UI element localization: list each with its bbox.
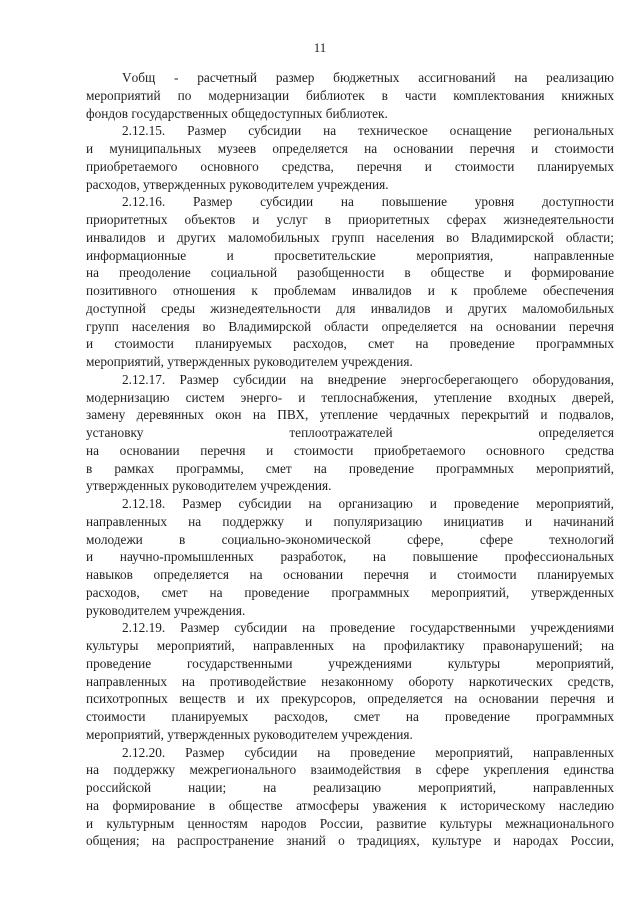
text-line: и стоимости планируемых расходов, смет на проведение программных xyxy=(86,336,614,352)
text-line: замену деревянных окон на ПВХ, утепление чердачных перекрытий и подвалов, xyxy=(86,407,614,423)
text-line: мероприятий, утвержденных руководителем учреждения. xyxy=(86,726,413,742)
text-line: модернизацию систем энерго- и теплоснабжения, утепление входных дверей, xyxy=(86,389,614,405)
text-line: проведение государственными учреждениями культуры мероприятий, xyxy=(86,655,614,671)
text-line: общения; на распространение знаний о традициях, культуре и народах России, xyxy=(86,833,614,849)
text-line: приобретаемого основного средства, перечня и стоимости планируемых xyxy=(86,158,614,174)
text-line: Vобщ - расчетный размер бюджетных ассигнований на реализацию xyxy=(122,70,614,85)
text-line: 2.12.19. Размер субсидии на проведение государственными учреждениями xyxy=(122,620,614,636)
text-line: стоимости планируемых расходов, смет на проведение программных xyxy=(86,709,614,724)
text-line: расходов, утвержденных руководителем учреждения. xyxy=(86,176,389,192)
text-line: доступной среды жизнедеятельности для инвалидов и других маломобильных xyxy=(86,300,614,316)
paragraph-2-12-16 xyxy=(86,193,614,371)
text-line: 2.12.15. Размер субсидии на техническое оснащение региональных xyxy=(122,123,614,139)
text-line: расходов, смет на проведение программных мероприятий, утвержденных xyxy=(86,584,614,600)
text-line: руководителем учреждения. xyxy=(86,602,246,618)
text-line: утвержденных руководителем учреждения. xyxy=(86,478,332,494)
text-line: фондов государственных общедоступных библиотек. xyxy=(86,105,388,121)
text-line: направленных на противодействие незаконному обороту наркотических средств, xyxy=(86,673,614,689)
paragraph-2-12-17 xyxy=(86,371,614,495)
paragraph-2-12-20 xyxy=(86,744,614,851)
text-line: психотропных веществ и их прекурсоров, определяется на основании перечня и xyxy=(86,691,614,707)
text-line: на преодоление социальной разобщенности в обществе и формирование xyxy=(86,265,614,281)
text-line: мероприятий, утвержденных руководителем учреждения. xyxy=(86,354,413,369)
text-line: 2.12.16. Размер субсидии на повышение уровня доступности xyxy=(122,194,614,210)
text-line: 2.12.20. Размер субсидии на проведение мероприятий, направленных xyxy=(122,744,614,760)
text-line: в рамках программы, смет на проведение программных мероприятий, xyxy=(86,460,614,476)
text-line: навыков определяется на основании перечня и стоимости планируемых xyxy=(86,567,614,582)
text-line: групп населения во Владимирской области определяется на основании перечня xyxy=(86,318,614,334)
paragraph-2-12-19 xyxy=(86,619,614,743)
document-body xyxy=(86,69,614,850)
text-line: на поддержку межрегионального взаимодействия в сфере укрепления единства xyxy=(86,762,614,778)
text-line: приоритетных объектов и услуг в приоритетных сферах жизнедеятельности xyxy=(86,212,614,227)
text-line: молодежи в социально-экономической сфере, сфере технологий xyxy=(86,531,614,547)
text-line: на основании перечня и стоимости приобретаемого основного средства xyxy=(86,442,614,458)
text-line: и муниципальных музеев определяется на основании перечня и стоимости xyxy=(86,141,614,156)
text-line: культуры мероприятий, направленных на профилактику правонарушений; на xyxy=(86,638,614,653)
text-line: 2.12.18. Размер субсидии на организацию и проведение мероприятий, xyxy=(122,496,614,511)
text-line: позитивного отношения к проблемам инвалидов и к проблеме обеспечения xyxy=(86,283,614,298)
text-line: информационные и просветительские мероприятия, направленные xyxy=(86,247,614,263)
text-line: инвалидов и других маломобильных групп населения во Владимирской области; xyxy=(86,229,614,245)
text-line: и культурным ценностям народов России, развитие культуры межнационального xyxy=(86,815,614,831)
text-line: направленных на поддержку и популяризацию инициатив и начинаний xyxy=(86,513,614,529)
text-line: российской нации; на реализацию мероприятий, направленных xyxy=(86,780,614,795)
text-line: на формирование в обществе атмосферы уважения к историческому наследию xyxy=(86,797,614,813)
page-number: 11 xyxy=(313,40,327,55)
text-line: мероприятий по модернизации библиотек в части комплектования книжных xyxy=(86,87,614,103)
text-line: установку теплоотражателей определяется xyxy=(86,425,614,440)
paragraph-vobsh-definition xyxy=(86,69,614,122)
paragraph-2-12-15 xyxy=(86,122,614,193)
text-line: 2.12.17. Размер субсидии на внедрение энергосберегающего оборудования, xyxy=(122,371,614,387)
paragraph-2-12-18 xyxy=(86,495,614,619)
text-line: и научно-промышленных разработок, на повышение профессиональных xyxy=(86,549,614,565)
